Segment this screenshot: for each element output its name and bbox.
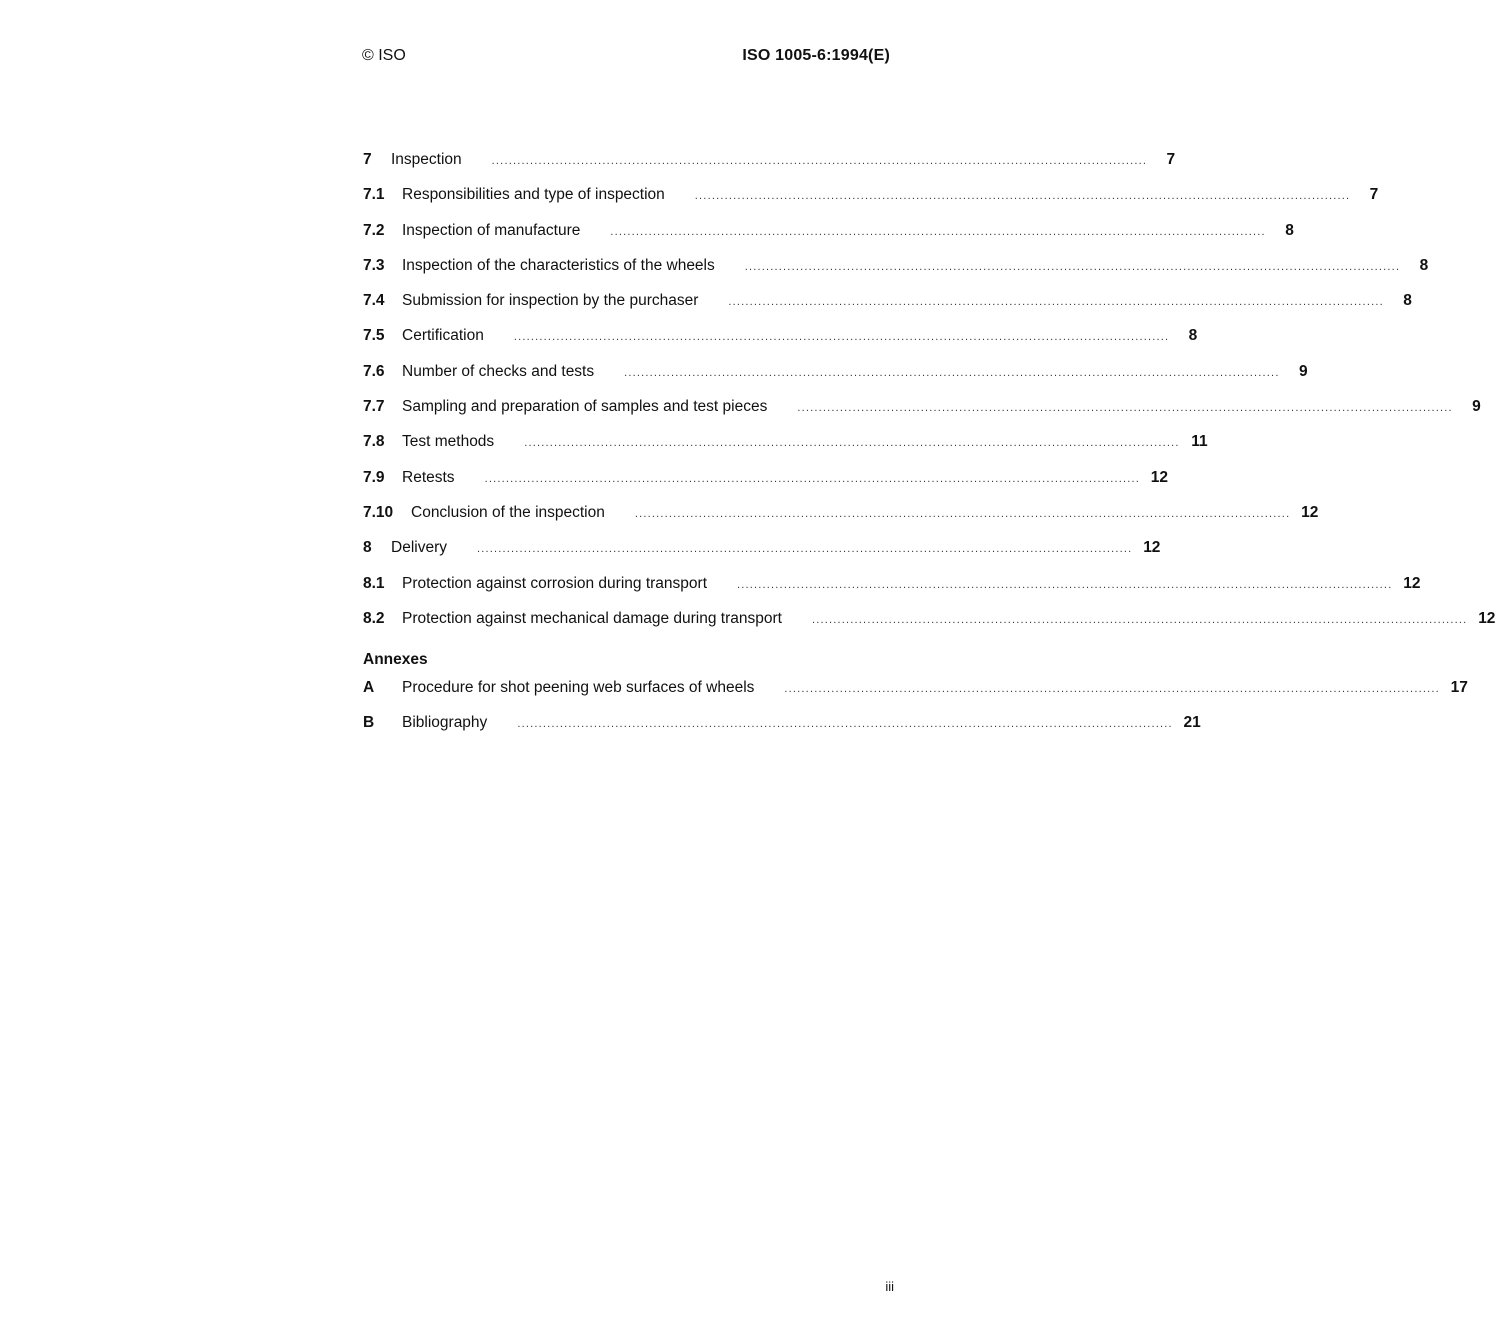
toc-entry-page: 11 xyxy=(1191,433,1208,451)
dot-leader: .......................................................................................................................................................... xyxy=(737,578,1393,591)
toc-entry-number: 7.3 xyxy=(363,256,385,274)
dot-leader: .......................................................................................................................................................... xyxy=(744,260,1401,273)
toc-entry[interactable] xyxy=(363,539,1161,574)
toc-entry-page: 7 xyxy=(1369,186,1379,204)
toc-entry-title: Protection against corrosion during transport xyxy=(402,574,707,592)
toc-entry[interactable] xyxy=(363,327,1198,362)
toc-entry-number: 7.1 xyxy=(363,186,385,204)
annex-entry[interactable] xyxy=(363,679,1468,714)
dot-leader: .......................................................................................................................................................... xyxy=(694,190,1351,203)
annex-entry-page: 21 xyxy=(1183,714,1201,732)
toc-entry-number: 7.9 xyxy=(363,468,385,486)
dot-leader: .......................................................................................................................................................... xyxy=(524,437,1180,450)
toc-entry[interactable] xyxy=(363,256,1429,292)
dot-leader: .......................................................................................................................................................... xyxy=(811,613,1468,626)
copyright-header: © ISO xyxy=(362,47,406,64)
dot-leader: .......................................................................................................................................................... xyxy=(624,366,1280,379)
toc-entry-page: 12 xyxy=(1150,468,1169,486)
toc-entry[interactable] xyxy=(363,433,1208,468)
toc-entry-number: 7.4 xyxy=(363,292,385,310)
toc-entry[interactable] xyxy=(363,398,1481,433)
toc-entry-number: 7.10 xyxy=(363,503,394,521)
toc-entry-number: 7.6 xyxy=(363,362,385,380)
dot-leader: .......................................................................................................................................................... xyxy=(784,683,1440,696)
toc-entry-title: Delivery xyxy=(391,539,447,557)
toc-entry-page: 8 xyxy=(1188,327,1198,345)
annex-entry-title: Bibliography xyxy=(402,714,488,732)
toc-entry[interactable] xyxy=(363,609,1495,645)
dot-leader: .......................................................................................................................................................... xyxy=(491,155,1148,167)
toc-entry-page: 8 xyxy=(1285,221,1294,239)
toc-entry-number: 7.7 xyxy=(363,398,385,416)
table-of-contents xyxy=(363,151,1495,750)
toc-entry-number: 7 xyxy=(363,151,372,168)
annex-entry-title: Procedure for shot peening web surfaces of wheels xyxy=(402,679,755,697)
dot-leader: .......................................................................................................................................................... xyxy=(610,225,1266,238)
toc-entry[interactable] xyxy=(363,151,1176,186)
toc-entry-title: Inspection xyxy=(391,151,462,168)
toc-entry-page: 8 xyxy=(1403,292,1412,310)
toc-entry-title: Sampling and preparation of samples and test pieces xyxy=(402,398,768,416)
page-number: iii xyxy=(885,1279,894,1294)
toc-entry-page: 7 xyxy=(1166,151,1176,168)
toc-entry-title: Protection against mechanical damage during transport xyxy=(402,609,782,627)
toc-entry-title: Inspection of the characteristics of the wheels xyxy=(402,256,715,274)
toc-entry-title: Submission for inspection by the purchaser xyxy=(402,292,699,310)
toc-entry-page: 12 xyxy=(1478,609,1495,627)
toc-entry[interactable] xyxy=(363,221,1294,257)
toc-entry[interactable] xyxy=(363,574,1421,610)
toc-entry[interactable] xyxy=(363,468,1169,504)
toc-entry-title: Number of checks and tests xyxy=(402,362,595,380)
toc-entry-number: 7.2 xyxy=(363,221,385,239)
toc-entry[interactable] xyxy=(363,503,1319,539)
annexes-heading: Annexes xyxy=(363,651,428,669)
toc-entry[interactable] xyxy=(363,292,1412,327)
dot-leader: .......................................................................................................................................................... xyxy=(634,507,1291,520)
toc-entry-title: Conclusion of the inspection xyxy=(411,503,605,521)
toc-entry-page: 9 xyxy=(1472,398,1481,416)
annex-entry-letter: B xyxy=(363,714,375,732)
toc-entry-number: 8 xyxy=(363,539,372,557)
toc-entry-page: 12 xyxy=(1403,574,1421,592)
toc-entry-number: 8.2 xyxy=(363,609,385,627)
toc-entry-title: Test methods xyxy=(402,433,495,451)
toc-entry-title: Certification xyxy=(402,327,484,345)
dot-leader: .......................................................................................................................................................... xyxy=(476,543,1133,556)
toc-entry-number: 8.1 xyxy=(363,574,385,592)
toc-entry-page: 12 xyxy=(1301,503,1319,521)
dot-leader: .......................................................................................................................................................... xyxy=(513,331,1170,344)
toc-entry[interactable] xyxy=(363,362,1308,398)
toc-entry-title: Inspection of manufacture xyxy=(402,221,581,239)
toc-entry-number: 7.8 xyxy=(363,433,385,451)
dot-leader: .......................................................................................................................................................... xyxy=(484,472,1141,485)
annex-entry-page: 17 xyxy=(1450,679,1468,697)
annex-entry[interactable] xyxy=(363,714,1201,749)
annex-entry-letter: A xyxy=(363,679,375,697)
dot-leader: .......................................................................................................................................................... xyxy=(797,402,1453,415)
toc-entry-title: Responsibilities and type of inspection xyxy=(402,186,665,204)
toc-entry[interactable] xyxy=(363,186,1379,221)
toc-entry-number: 7.5 xyxy=(363,327,385,345)
toc-entry-page: 9 xyxy=(1298,362,1308,380)
toc-entry-page: 12 xyxy=(1143,539,1161,557)
toc-entry-page: 8 xyxy=(1419,256,1429,274)
standard-number-header: ISO 1005-6:1994(E) xyxy=(742,47,890,64)
dot-leader: .......................................................................................................................................................... xyxy=(728,296,1384,309)
dot-leader: .......................................................................................................................................................... xyxy=(517,718,1173,731)
toc-entry-title: Retests xyxy=(402,468,455,486)
